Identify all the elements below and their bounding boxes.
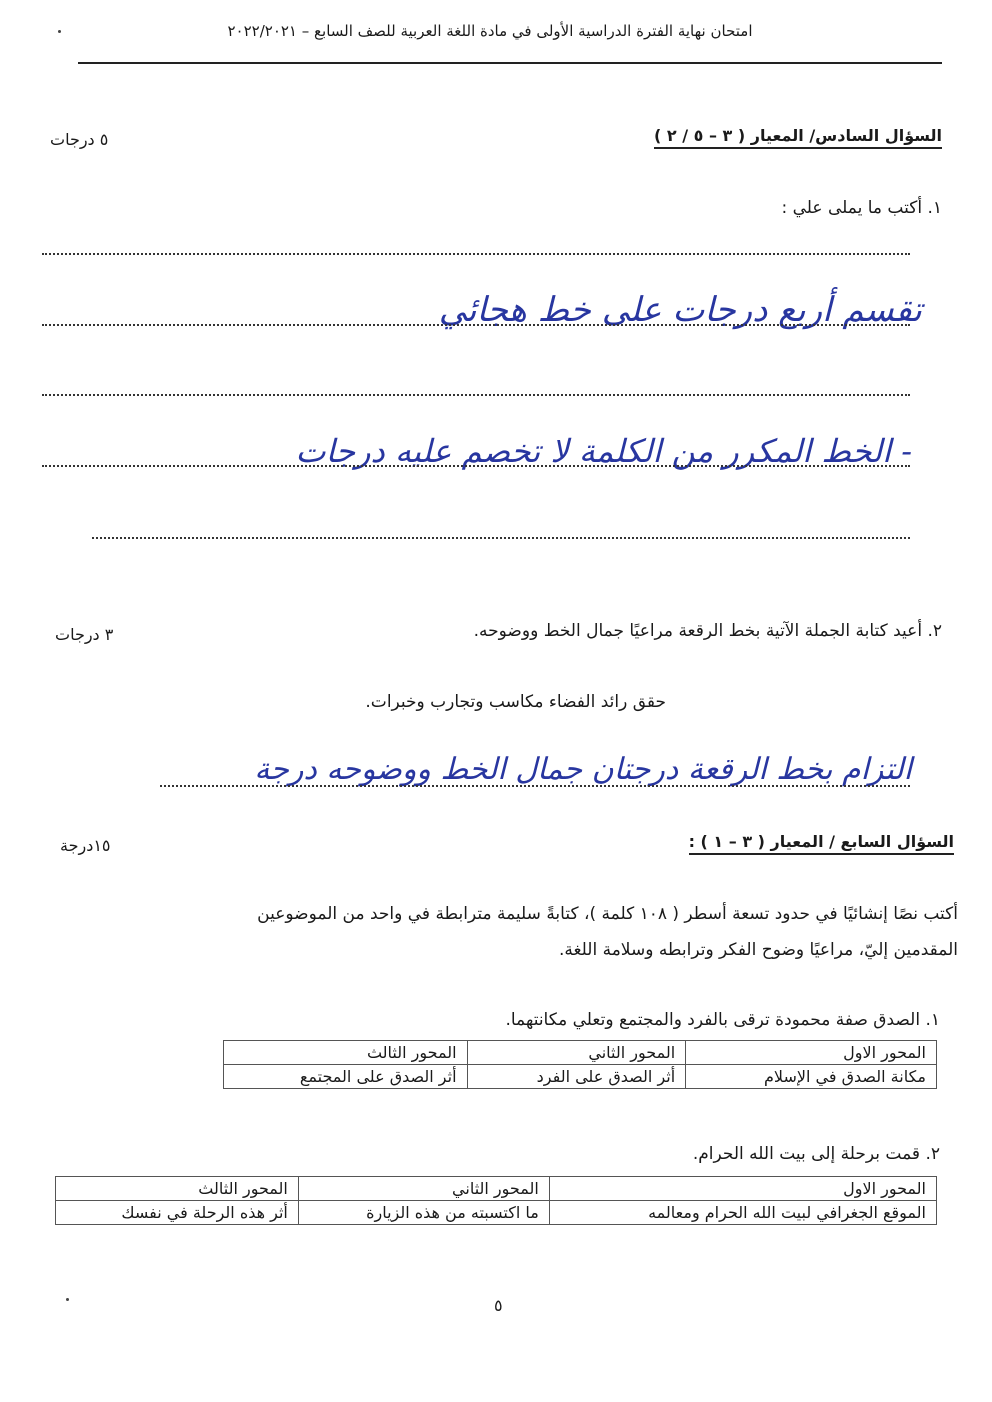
question-6-marks: ٥ درجات (50, 130, 109, 149)
question-7-title: السؤال السابع / المعيار ( ٣ – ١ ) : (689, 832, 954, 855)
topic-1-cell-axis-2: أثر الصدق على الفرد (467, 1065, 686, 1089)
handwriting-line-2: - الخط المكرر من الكلمة لا تخصم عليه درجات (295, 432, 912, 470)
answer-line-1 (42, 253, 910, 255)
topic-2-header-row (56, 1177, 937, 1201)
topic-2-axes-table (55, 1176, 937, 1225)
topic-1-axes-table (223, 1040, 937, 1089)
handwriting-line-1: تقسم أربع درجات على خط هجائي (438, 290, 922, 330)
answer-line-4 (42, 465, 910, 467)
topic-2-cell-axis-3: أثر هذه الرحلة في نفسك (56, 1201, 299, 1225)
topic-1-header-axis-3: المحور الثالث (224, 1041, 468, 1065)
handwriting-sentence-copy: التزام بخط الرقعة درجتان جمال الخط ووضوحه درجة (254, 752, 912, 787)
question-6-item-2-prompt: ٢. أعيد كتابة الجملة الآتية بخط الرقعة مراعيًا جمال الخط ووضوحه. (473, 621, 942, 641)
topic-2-content-row (56, 1201, 937, 1225)
answer-line-3 (42, 394, 910, 396)
answer-line-5 (92, 537, 910, 539)
topic-1-label: ١. الصدق صفة محمودة ترقى بالفرد والمجتمع وتعلي مكانتهما. (505, 1010, 940, 1030)
page-number: ٥ (494, 1296, 503, 1315)
topic-1-header-axis-1: المحور الاول (686, 1041, 937, 1065)
topic-1-header-row (224, 1041, 937, 1065)
question-7-instructions-line-1: أكتب نصًا إنشائيًا في حدود تسعة أسطر ( ١٠٨ كلمة )، كتابةً سليمة مترابطة في واحد من الموضوعين (257, 904, 958, 924)
sentence-to-copy: حقق رائد الفضاء مكاسب وتجارب وخبرات. (365, 692, 666, 712)
topic-2-cell-axis-1: الموقع الجغرافي لبيت الله الحرام ومعالمه (549, 1201, 936, 1225)
question-7-marks: ١٥درجة (60, 836, 111, 855)
question-6-item-2-marks: ٣ درجات (55, 625, 114, 644)
scan-speck (58, 30, 61, 33)
header-divider (78, 62, 942, 64)
topic-2-header-axis-2: المحور الثاني (298, 1177, 549, 1201)
topic-1-content-row (224, 1065, 937, 1089)
topic-1-header-axis-2: المحور الثاني (467, 1041, 686, 1065)
question-6-title: السؤال السادس/ المعيار ( ٣ – ٥ / ٢ ) (654, 126, 942, 149)
topic-2-cell-axis-2: ما اكتسبته من هذه الزيارة (298, 1201, 549, 1225)
question-7-instructions-line-2: المقدمين إليّ، مراعيًا وضوح الفكر وترابطه وسلامة اللغة. (558, 940, 958, 960)
exam-header-title: امتحان نهاية الفترة الدراسية الأولى في مادة اللغة العربية للصف السابع – ٢٠٢٢/٢٠٢١ (227, 22, 753, 40)
answer-line-6 (160, 785, 910, 787)
question-6-item-1-prompt: ١. أكتب ما يملى علي : (781, 198, 942, 218)
scan-speck-footer (66, 1298, 69, 1301)
answer-line-2 (42, 324, 910, 326)
topic-2-header-axis-3: المحور الثالث (56, 1177, 299, 1201)
topic-2-label: ٢. قمت برحلة إلى بيت الله الحرام. (692, 1144, 940, 1164)
topic-1-cell-axis-1: مكانة الصدق في الإسلام (686, 1065, 937, 1089)
topic-2-header-axis-1: المحور الاول (549, 1177, 936, 1201)
topic-1-cell-axis-3: أثر الصدق على المجتمع (224, 1065, 468, 1089)
